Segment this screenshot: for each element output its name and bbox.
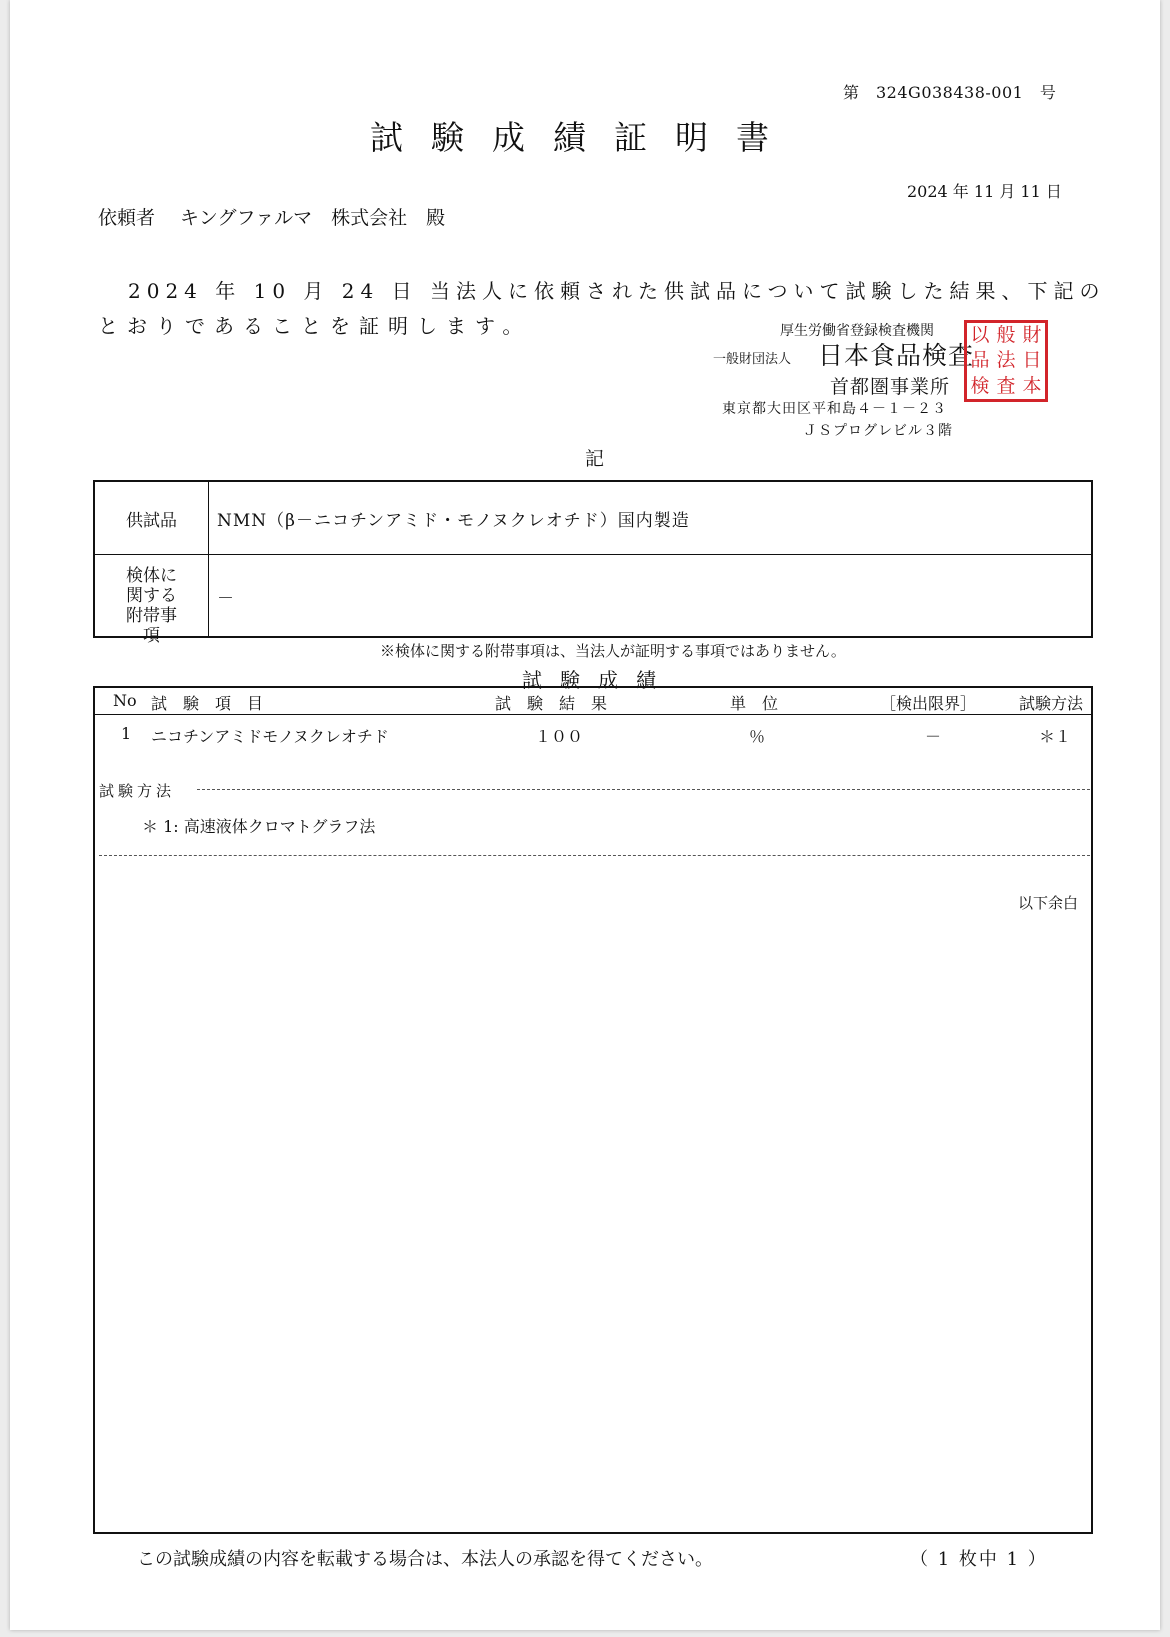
document-title: 試験成績証明書 bbox=[370, 118, 797, 157]
issue-date: 2024 年 11 月 11 日 bbox=[907, 182, 1062, 201]
row-method: ＊１ bbox=[1039, 727, 1072, 746]
seal-char: 検 bbox=[970, 374, 990, 397]
seal-char: 以 bbox=[970, 324, 990, 347]
org-prefix: 一般財団法人 bbox=[713, 352, 792, 367]
intro-text-line2: とおりであることを証明します。 bbox=[98, 314, 532, 338]
row-limit: － bbox=[925, 727, 942, 746]
org-office: 首都圏事業所 bbox=[830, 376, 951, 398]
org-registration: 厚生労働省登録検査機関 bbox=[780, 323, 934, 339]
header-unit: 単 位 bbox=[730, 694, 779, 713]
methods-title: 試験方法 bbox=[99, 782, 176, 800]
sample-value: NMN（β－ニコチンアミド・モノヌクレオチド）国内製造 bbox=[217, 511, 690, 531]
org-building: ＪＳプログレビル３階 bbox=[803, 423, 953, 439]
dashed-divider bbox=[197, 789, 1090, 790]
header-method: 試験方法 bbox=[1019, 694, 1084, 713]
row-no: 1 bbox=[121, 724, 132, 743]
seal-char: 財 bbox=[1022, 324, 1042, 347]
intro-text-line1: 2024 年 10 月 24 日 当法人に依頼された供試品について試験した結果、下記の bbox=[128, 279, 1106, 303]
seal-char: 般 bbox=[996, 324, 1016, 347]
sample-note-disclaimer: ※検体に関する附帯事項は、当法人が証明する事項ではありません。 bbox=[380, 642, 846, 660]
sample-note-value: － bbox=[217, 589, 234, 609]
sample-note-label bbox=[95, 566, 208, 646]
header-limit: ［検出限界］ bbox=[880, 694, 977, 713]
seal-char: 法 bbox=[996, 349, 1016, 372]
certificate-number: 第 324G038438-001 号 bbox=[843, 83, 1057, 102]
org-name: 日本食品検査 bbox=[818, 341, 975, 370]
seal-char: 品 bbox=[970, 349, 990, 372]
remaining-blank-note: 以下余白 bbox=[1018, 894, 1079, 912]
seal-char: 査 bbox=[996, 374, 1016, 397]
header-no: No bbox=[113, 691, 137, 710]
results-title: 試験成績 bbox=[522, 668, 674, 692]
seal-char: 本 bbox=[1022, 374, 1042, 397]
sample-label: 供試品 bbox=[126, 511, 177, 531]
table-divider bbox=[208, 482, 209, 636]
page-indicator: （ 1 枚中 1 ） bbox=[910, 1549, 1048, 1570]
document-page bbox=[10, 0, 1160, 1630]
seal-char: 日 bbox=[1022, 349, 1042, 372]
row-result: １００ bbox=[535, 727, 584, 746]
sample-note-label-text: 検体に 関する 附帯事項 bbox=[126, 566, 177, 646]
row-item: ニコチンアミドモノヌクレオチド bbox=[151, 727, 389, 746]
header-item: 試 験 項 目 bbox=[151, 694, 264, 713]
ki-heading: 記 bbox=[585, 448, 605, 470]
header-result: 試 験 結 果 bbox=[495, 694, 608, 713]
header-divider bbox=[95, 714, 1091, 715]
table-divider bbox=[95, 554, 1091, 555]
org-address: 東京都大田区平和島４－１－２３ bbox=[722, 401, 947, 417]
official-seal-icon bbox=[964, 320, 1048, 402]
footer-note: この試験成績の内容を転載する場合は、本法人の承認を得てください。 bbox=[137, 1549, 713, 1570]
sample-info-table bbox=[93, 480, 1093, 646]
requester: 依頼者 キングファルマ 株式会社 殿 bbox=[98, 207, 446, 229]
dashed-divider bbox=[99, 855, 1090, 856]
method-item: ＊ 1: 高速液体クロマトグラフ法 bbox=[142, 817, 376, 836]
row-unit: ％ bbox=[749, 727, 766, 746]
